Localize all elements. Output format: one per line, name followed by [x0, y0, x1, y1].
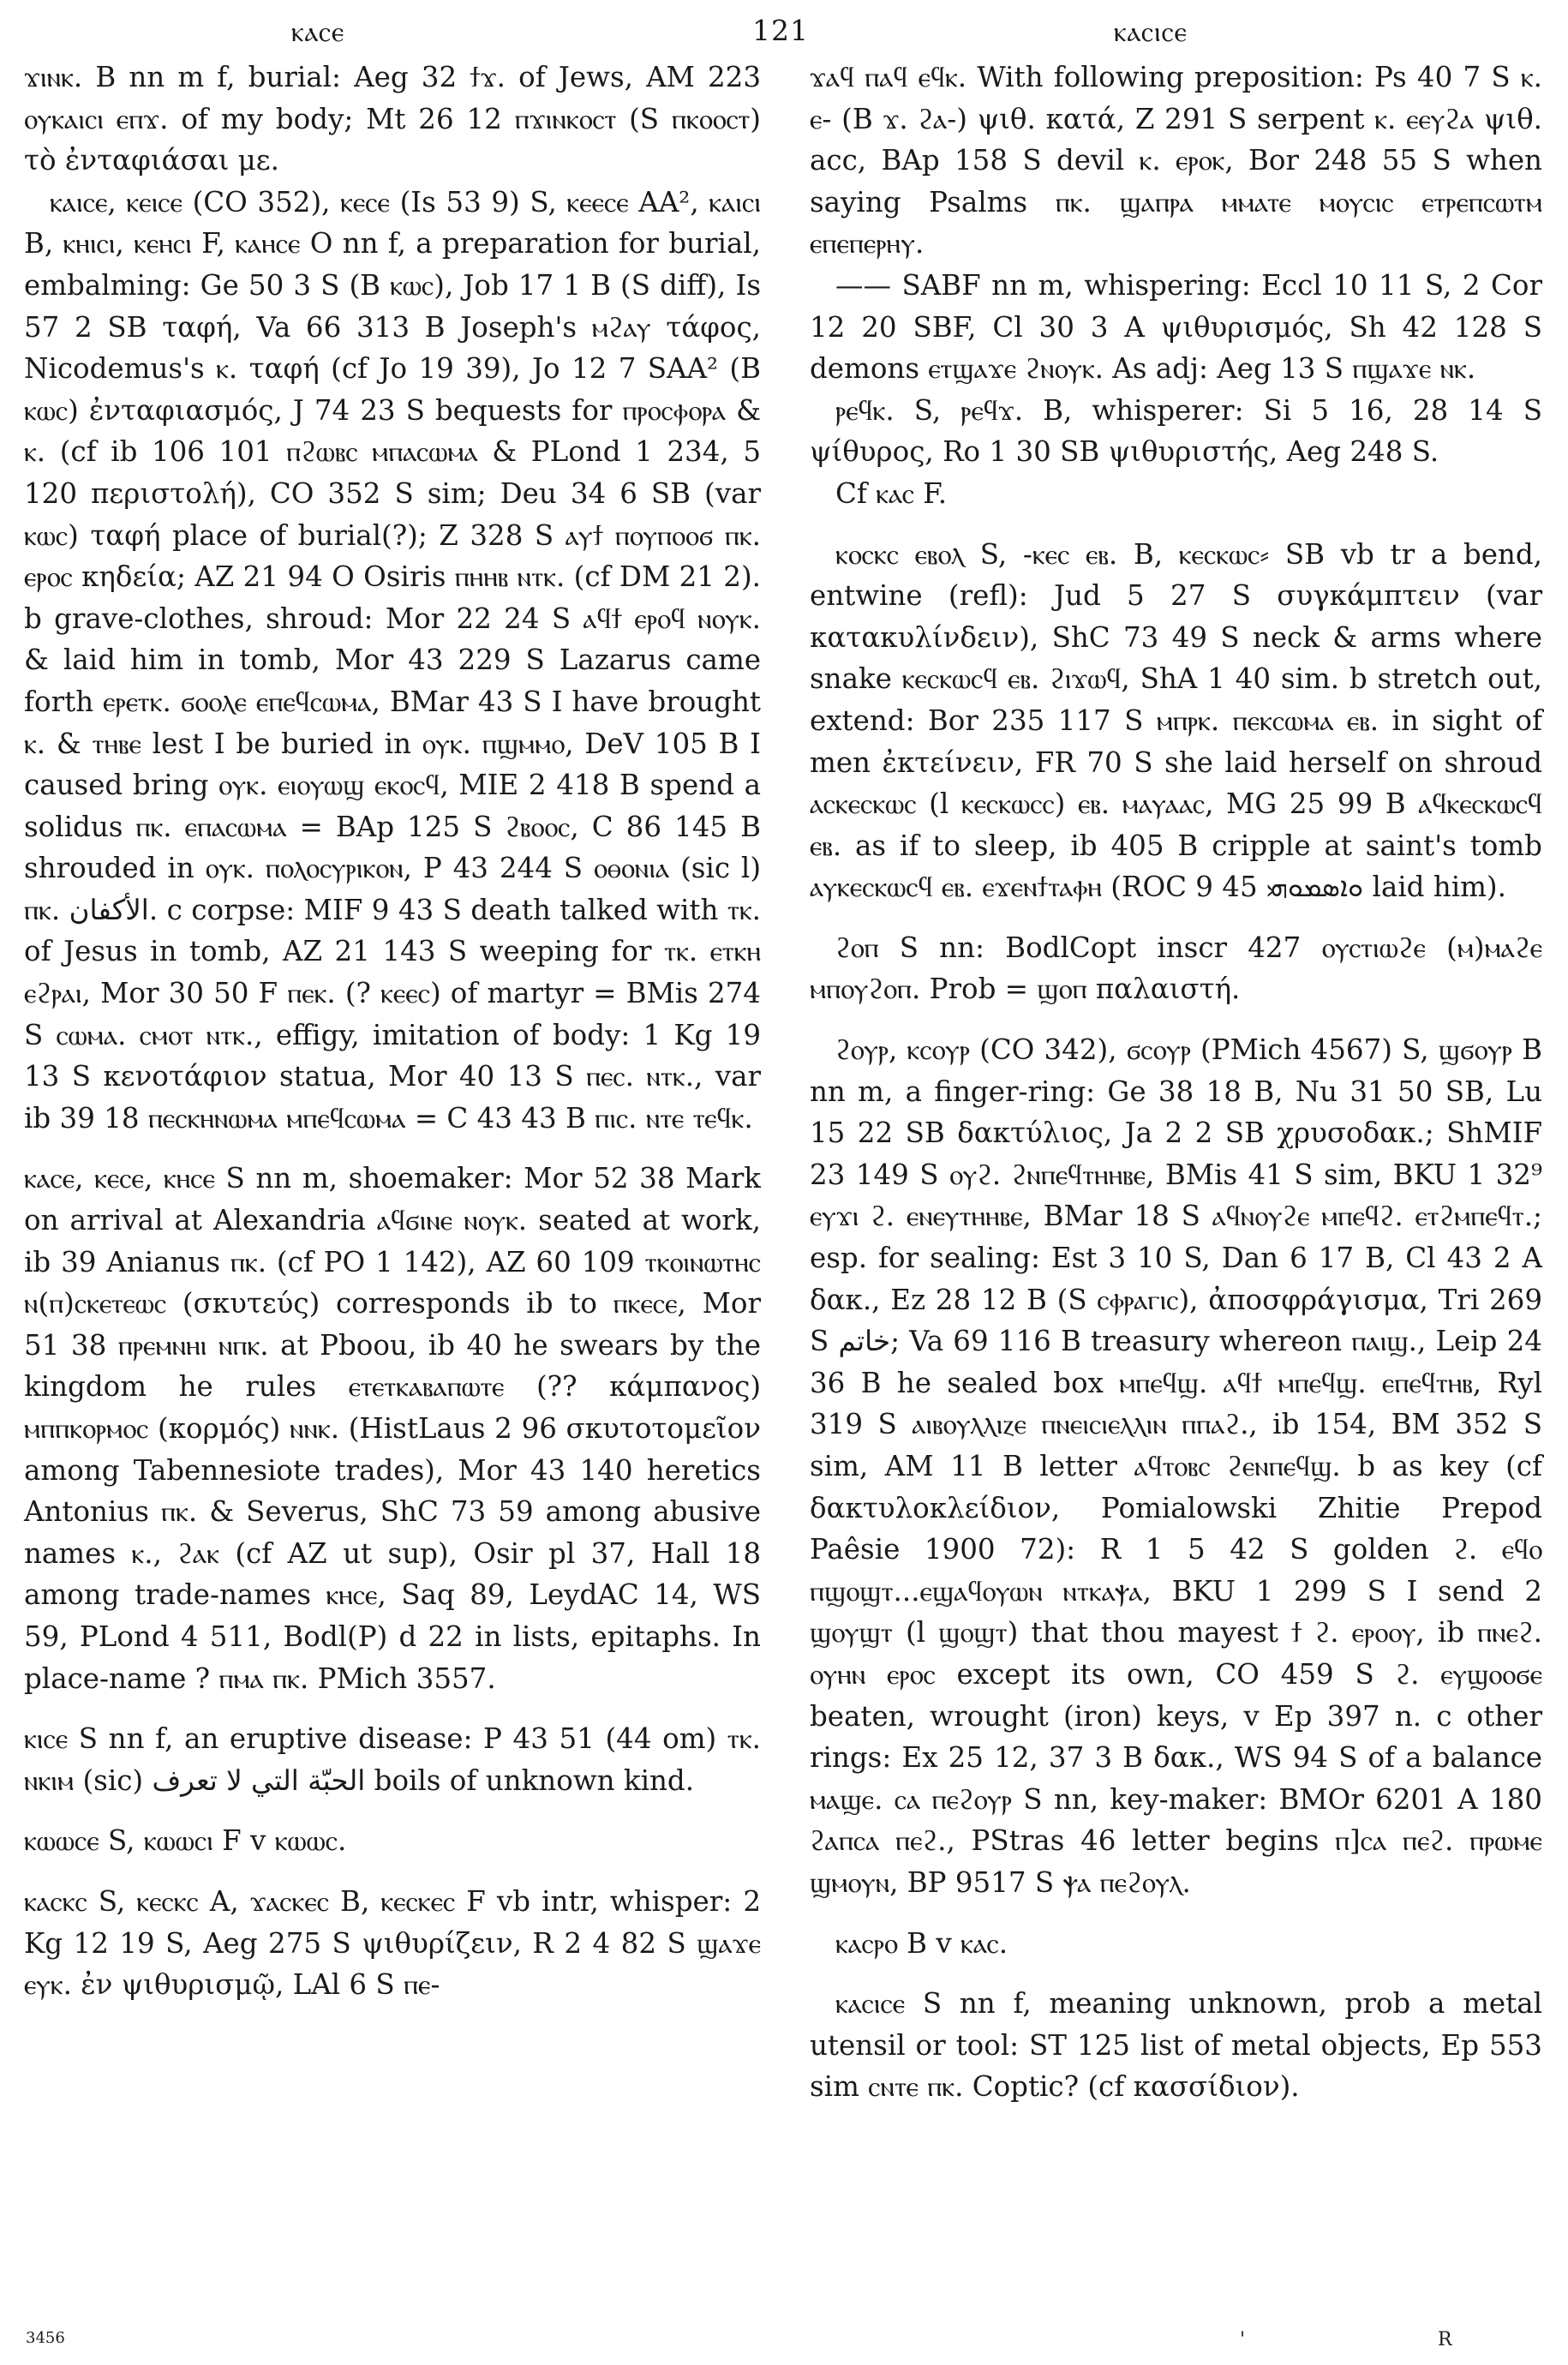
entry-kase: ⲕⲁⲥⲉ, ⲕⲉⲥⲉ, ⲕⲏⲥⲉ S nn m, shoemaker: Mor 52 38 Mark on arrival at Alexandria ⲁϥϭⲓⲛⲉ ⲛⲟⲩⲕ. seated at work, ib 39 Anianus ⲡⲕ. (cf PO 1 142), AZ 60 109 ⲧⲕⲟⲓⲛⲱⲧⲏⲥ ⲛ(ⲡ)ⲥⲕⲉⲧⲉⲱⲥ (σκυτεύς) corresponds ib to ⲡⲕⲉⲥⲉ, Mor 51 38 ⲡⲣⲉⲙⲛⲏⲓ ⲛⲡⲕ. at Pboou, ib 40 he swears by the kingdom he rules ⲉⲧⲉⲧⲕⲁⲃⲁⲡⲱⲧⲉ (?? κάμπανος) ⲙⲡⲡⲕⲟⲣⲙⲟⲥ (κορμός) ⲛⲛⲕ. (HistLaus 2 96 σκυτοτομεῖον among Tabennesiote trades), Mor 43 140 heretics Antonius ⲡⲕ. & Severus, ShC 73 59 among abusive names ⲕ., ϩⲁⲕ (cf AZ ut sup), Osir pl 37, Hall 18 among trade-names ⲕⲏⲥⲉ, Saq 89, LeydAC 14, WS 59, PLond 4 511, Bodl(P) d 22 in lists, epitaphs. In place-name ? ⲡⲙⲁ ⲡⲕ. PMich 3557. — [24, 1162, 761, 1695]
entry-kasks-cont: ϫⲁϥ ⲡⲁϥ ⲉϥⲕ. With following preposition: Ps 40 7 S ⲕ. ⲉ- (B ϫ. ϩⲁ-) ψιθ. κατά, Z 291 S serpent ⲕ. ⲉⲉⲩϩⲁ ψιθ. acc, BAp 158 S devil ⲕ. ⲉⲣⲟⲕ, Bor 248 55 S when saying Psalms ⲡⲕ. ϣⲁⲡⲣⲁ ⲙⲙⲁⲧⲉ ⲙⲟⲩⲥⲓⲥ ⲉⲧⲣⲉⲡⲥⲱⲧⲙ ⲉⲡⲉⲡⲉⲣⲏⲩ. — [810, 61, 1542, 260]
entry-cf-kas: Cf ⲕⲁⲥ F. — [835, 476, 948, 510]
entry-kosks: ⲕⲟⲥⲕⲥ ⲉⲃⲟⲗ S, -ⲕⲉⲥ ⲉⲃ. B, ⲕⲉⲥⲕⲱⲥ⸗ SB vb tr a bend, entwine (refl): Jud 5 27 S συγκάμπτειν (var κατακυλίνδειν), ShC 73 49 S neck & arms where snake ⲕⲉⲥⲕⲱⲥϥ ⲉⲃ. ϩⲓϫⲱϥ, ShA 1 40 sim. b stretch out, extend: Bor 235 117 S ⲙⲡⲣⲕ. ⲡⲉⲕⲥⲱⲙⲁ ⲉⲃ. in sight of men ἐκτείνειν, FR 70 S she laid herself on shroud ⲁⲥⲕⲉⲥⲕⲱⲥ (l ⲕⲉⲥⲕⲱⲥⲥ) ⲉⲃ. ⲙⲁⲩⲁⲁⲥ, MG 25 99 B ⲁϥⲕⲉⲥⲕⲱⲥϥ ⲉⲃ. as if to sleep, ib 405 B cripple at saint's tomb ⲁⲩⲕⲉⲥⲕⲱⲥϥ ⲉⲃ. ⲉϫⲉⲛϯⲧⲁⲫⲏ (ROC 9 45 ܘܐܣܡܘܗܝ laid him). — [810, 537, 1542, 904]
entry-hour: ϩⲟⲩⲣ, ⲕⲥⲟⲩⲣ (CO 342), ϭⲥⲟⲩⲣ (PMich 4567) S, ϣϭⲟⲩⲣ B nn m, a finger-ring: Ge 38 18 B, Nu 31 50 SB, Lu 15 22 SB δακτύλιος, Ja 2 2 SB χρυσοδακ.; ShMIF 23 149 S ⲟⲩϩ. ϩⲛⲡⲉϥⲧⲏⲏⲃⲉ, BMis 41 S sim, BKU 1 32⁹ ⲉⲩϫⲓ ϩ. ⲉⲛⲉⲩⲧⲏⲏⲃⲉ, BMar 18 S ⲁϥⲛⲟⲩϩⲉ ⲙⲡⲉϥϩ. ⲉⲧϩⲙⲡⲉϥⲧ.; esp. for sealing: Est 3 10 S, Dan 6 17 B, Cl 43 2 A δακ., Ez 28 12 B (S ⲥⲫⲣⲁⲅⲓⲥ), ἀποσφράγισμα, Tri 269 S خاتم; Va 69 116 B treasury whereon ⲡⲁⲓϣ., Leip 24 36 B he sealed box ⲙⲡⲉϥϣ. ⲁϥϯ ⲙⲡⲉϥϣ. ⲉⲡⲉϥⲧⲏⲃ, Ryl 319 S ⲁⲓⲃⲟⲩⲗⲗⲓⲍⲉ ⲡⲛⲉⲓⲥⲓⲉⲗⲗⲓⲛ ⲡⲡⲁϩ., ib 154, BM 352 S sim, AM 11 B letter ⲁϥⲧⲟⲃⲥ ϩⲉⲛⲡⲉϥϣ. b as key (cf δακτυλοκλείδιον, Pomialowski Zhitie Prepod Paêsie 1900 72): R 1 5 42 S golden ϩ. ⲉϥⲟ ⲡϣⲟϣⲧ...ⲉϣⲁϥⲟⲩⲱⲛ ⲛⲧⲕⲁⲯⲁ, BKU 1 299 S I send 2 ϣⲟⲩϣⲧ (l ϣⲟϣⲧ) that thou mayest ϯ ϩ. ⲉⲣⲟⲟⲩ, ib ⲡⲛⲉϩ. ⲟⲩⲏⲛ ⲉⲣⲟⲥ except its own, CO 459 S ϩ. ⲉⲩϣⲟⲟϭⲉ beaten, wrought (iron) keys, v Ep 397 n. c other rings: Ex 25 12, 37 3 B δακ., WS 94 S of a balance ⲙⲁϣⲉ. ⲥⲁ ⲡⲉϩⲟⲩⲣ S nn, key-maker: BMOr 6201 A 180 ϩⲁⲡⲥⲁ ⲡⲉϩ., PStras 46 letter begins ⲡ]ⲥⲁ ⲡⲉϩ. ⲡⲣⲱⲙⲉ ϣⲙⲟⲩⲛ, BP 9517 S ⲯⲁ ⲡⲉϩⲟⲩⲗ. — [810, 1033, 1542, 1899]
entry-refk: ⲣⲉϥⲕ. S, ⲣⲉϥϫ. B, whisperer: Si 5 16, 28 14 S ψίθυρος, Ro 1 30 SB ψιθυριστής, Aeg 248 S. — [810, 393, 1542, 469]
header-left-guide-word: ⲕⲁⲥⲉ — [291, 15, 345, 48]
entry-kasro: ⲕⲁⲥⲣⲟ B v ⲕⲁⲥ. — [835, 1926, 1008, 1960]
header-right-guide-word: ⲕⲁⲥⲓⲥⲉ — [1114, 15, 1188, 48]
page-number: 121 — [752, 14, 809, 47]
entry-kasise: ⲕⲁⲥⲓⲥⲉ S nn f, meaning unknown, prob a metal utensil or tool: ST 125 list of metal objects, Ep 553 sim ⲥⲛⲧⲉ ⲡⲕ. Coptic? (cf κασσίδιον). — [810, 1987, 1542, 2104]
right-column — [810, 57, 1542, 2108]
footer-signature-number: 3456 — [26, 2329, 65, 2347]
entry-jink: ϫⲓⲛⲕ. B nn m f, burial: Aeg 32 ϯϫ. of Jews, AM 223 ⲟⲩⲕⲁⲓⲥⲓ ⲉⲡϫ. of my body; Mt 26 12 ⲡϫⲓⲛⲕⲟⲥⲧ (S ⲡⲕⲟⲟⲥⲧ) τὸ ἐνταφιάσαι με. — [24, 61, 761, 177]
entry-kasks: ⲕⲁⲥⲕⲥ S, ⲕⲉⲥⲕⲥ A, ϫⲁⲥⲕⲉⲥ B, ⲕⲉⲥⲕⲉⲥ F vb intr, whisper: 2 Kg 12 19 S, Aeg 275 S ψιθυρίζειν, R 2 4 82 S ϣⲁϫⲉ ⲉⲩⲕ. ἐν ψιθυρισμῷ, LAl 6 S ⲡⲉ- — [24, 1884, 761, 2002]
page-footer — [0, 2329, 1568, 2355]
entry-koose: ⲕⲱⲱⲥⲉ S, ⲕⲱⲱⲥⲓ F v ⲕⲱⲱⲥ. — [24, 1824, 347, 1858]
entry-kaise: ⲕⲁⲓⲥⲉ, ⲕⲉⲓⲥⲉ (CO 352), ⲕⲉⲥⲉ (Is 53 9) S, ⲕⲉⲉⲥⲉ AA², ⲕⲁⲓⲥⲓ B, ⲕⲏⲓⲥⲓ, ⲕⲉⲏⲥⲓ F, ⲕⲁⲏⲥⲉ O nn f, a preparation for burial, embalming: Ge 50 3 S (B ⲕⲱⲥ), Job 17 1 B (S diff), Is 57 2 SB ταφή, Va 66 313 B Joseph's ⲙϩⲁⲩ τάφος, Nicodemus's ⲕ. ταφή (cf Jo 19 39), Jo 12 7 SAA² (B ⲕⲱⲥ) ἐνταφιασμός, J 74 23 S bequests for ⲡⲣⲟⲥⲫⲟⲣⲁ & ⲕ. (cf ib 106 101 ⲡϩⲱⲃⲥ ⲙⲡⲁⲥⲱⲙⲁ & PLond 1 234, 5 120 περιστολή), CO 352 S sim; Deu 34 6 SB (var ⲕⲱⲥ) ταφή place of burial(?); Z 328 S ⲁⲩϯ ⲡⲟⲩⲡⲟⲟϭ ⲡⲕ. ⲉⲣⲟⲥ κηδεία; AZ 21 94 O Osiris ⲡⲏⲏⲃ ⲛⲧⲕ. (cf DM 21 2). b grave-clothes, shroud: Mor 22 24 S ⲁϥϯ ⲉⲣⲟϥ ⲛⲟⲩⲕ. & laid him in tomb, Mor 43 229 S Lazarus came forth ⲉⲣⲉⲧⲕ. ϭⲟⲟⲗⲉ ⲉⲡⲉϥⲥⲱⲙⲁ, BMar 43 S I have brought ⲕ. & ⲧⲏⲃⲉ lest I be buried in ⲟⲩⲕ. ⲡϣⲙⲙⲟ, DeV 105 B I caused bring ⲟⲩⲕ. ⲉⲓⲟⲩⲱϣ ⲉⲕⲟⲥϥ, MIE 2 418 B spend a solidus ⲡⲕ. ⲉⲡⲁⲥⲱⲙⲁ = BAp 125 S ϩⲃⲟⲟⲥ, C 86 145 B shrouded in ⲟⲩⲕ. ⲡⲟⲗⲟⲥⲩⲣⲓⲕⲟⲛ, P 43 244 S ⲟⲑⲟⲛⲓⲁ (sic l) ⲡⲕ. الأكفان. c corpse: MIF 9 43 S death talked with ⲧⲕ. of Jesus in tomb, AZ 21 143 S weeping for ⲧⲕ. ⲉⲧⲕⲏ ⲉϩⲣⲁⲓ, Mor 30 50 F ⲡⲉⲕ. (? ⲕⲉⲉⲥ) of martyr = BMis 274 S ⲥⲱⲙⲁ. ⲥⲙⲟⲧ ⲛⲧⲕ., effigy, imitation of body: 1 Kg 19 13 S κενοτάφιον statua, Mor 40 13 S ⲡⲉⲥ. ⲛⲧⲕ., var ib 39 18 ⲡⲉⲥⲕⲏⲛⲱⲙⲁ ⲙⲡⲉϥⲥⲱⲙⲁ = C 43 43 B ⲡⲓⲥ. ⲛⲧⲉ ⲧⲉϥⲕ. — [24, 185, 762, 1135]
entry-hop: ϩⲟⲡ S nn: BodlCopt inscr 427 ⲟⲩⲥⲧⲓⲱϩⲉ (ⲙ)ⲙⲁϩⲉ ⲙⲡⲟⲩϩⲟⲡ. Prob = ϣⲟⲡ παλαιστή. — [810, 931, 1542, 1006]
footer-gathering-letter: R — [1438, 2329, 1452, 2350]
entry-kise: ⲕⲓⲥⲉ S nn f, an eruptive disease: P 43 51 (44 om) ⲧⲕ. ⲛⲕⲓⲙ (sic) الحبّة التي لا تعرف boils of unknown kind. — [24, 1722, 761, 1797]
left-column — [24, 57, 761, 2006]
entry-whispering: —— SABF nn m, whispering: Eccl 10 11 S, 2 Cor 12 20 SBF, Cl 30 3 A ψιθυρισμός, Sh 42 128 S demons ⲉⲧϣⲁϫⲉ ϩⲛⲟⲩⲕ. As adj: Aeg 13 S ⲡϣⲁϫⲉ ⲛⲕ. — [810, 268, 1542, 386]
footer-mark: ' — [1240, 2329, 1246, 2350]
page-header — [0, 10, 1568, 53]
